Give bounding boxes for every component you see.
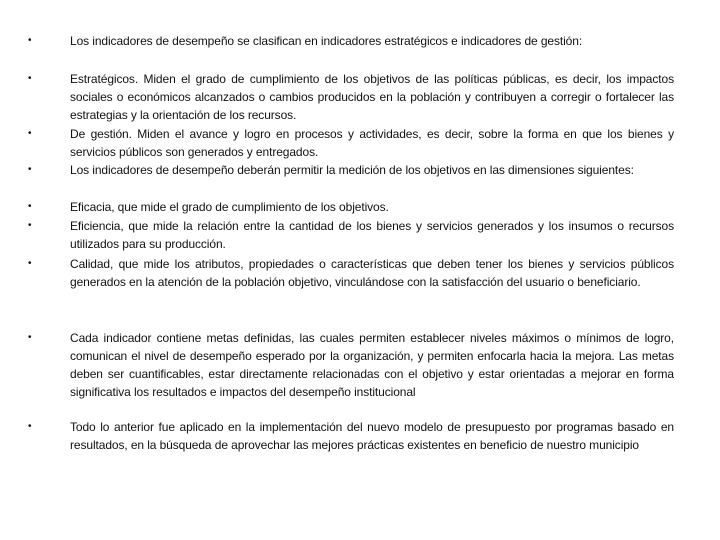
list-item-text: Los indicadores de desempeño deberán permitir la medición de los objetivos en las dimensiones siguientes: bbox=[70, 163, 634, 177]
list-item-text: Cada indicador contiene metas definidas, las cuales permiten establecer niveles máximos o mínimos de logro, comunican el nivel de desempeño esperado por la organización, y permiten enfocarla hacia la mejora. Las metas deben ser cuantificables, estar directamente relacionadas con el objetivo y estar orientadas a mejorar en forma significativa los resultados e impactos del desempeño institucional bbox=[70, 331, 674, 399]
bullet: • bbox=[28, 164, 32, 175]
list-item-text: Los indicadores de desempeño se clasifican en indicadores estratégicos e indicadores de gestión: bbox=[70, 34, 583, 48]
bullet: • bbox=[28, 332, 32, 343]
bullet: • bbox=[28, 73, 32, 84]
bullet: • bbox=[28, 220, 32, 231]
bullet: • bbox=[28, 128, 32, 139]
bullet: • bbox=[28, 35, 32, 46]
list-item-text: Todo lo anterior fue aplicado en la implementación del nuevo modelo de presupuesto por programas basado en resultados, en la búsqueda de aprovechar las mejores prácticas existentes en beneficio de nuestro municipio bbox=[70, 420, 674, 452]
list-item-text: Estratégicos. Miden el grado de cumplimiento de los objetivos de las políticas públicas, es decir, los impactos sociales o económicos alcanzados o cambios producidos en la población y contribuyen a corregir o fortalecer las estrategias y la orientación de los recursos. bbox=[70, 72, 674, 122]
bullet: • bbox=[28, 421, 32, 432]
list-item-text: Eficiencia, que mide la relación entre la cantidad de los bienes y servicios generados y los insumos o recursos utilizados para su producción. bbox=[70, 219, 674, 251]
bullet: • bbox=[28, 201, 32, 212]
list-item-text: Calidad, que mide los atributos, propiedades o características que deben tener los bienes y servicios públicos generados en la atención de la población objetivo, vinculándose con la satisfacción del usuario o beneficiario. bbox=[70, 257, 674, 289]
list-item-text: De gestión. Miden el avance y logro en procesos y actividades, es decir, sobre la forma en que los bienes y servicios públicos son generados y entregados. bbox=[70, 127, 674, 159]
list-item-text: Eficacia, que mide el grado de cumplimiento de los objetivos. bbox=[70, 200, 389, 214]
bullet: • bbox=[28, 258, 32, 269]
